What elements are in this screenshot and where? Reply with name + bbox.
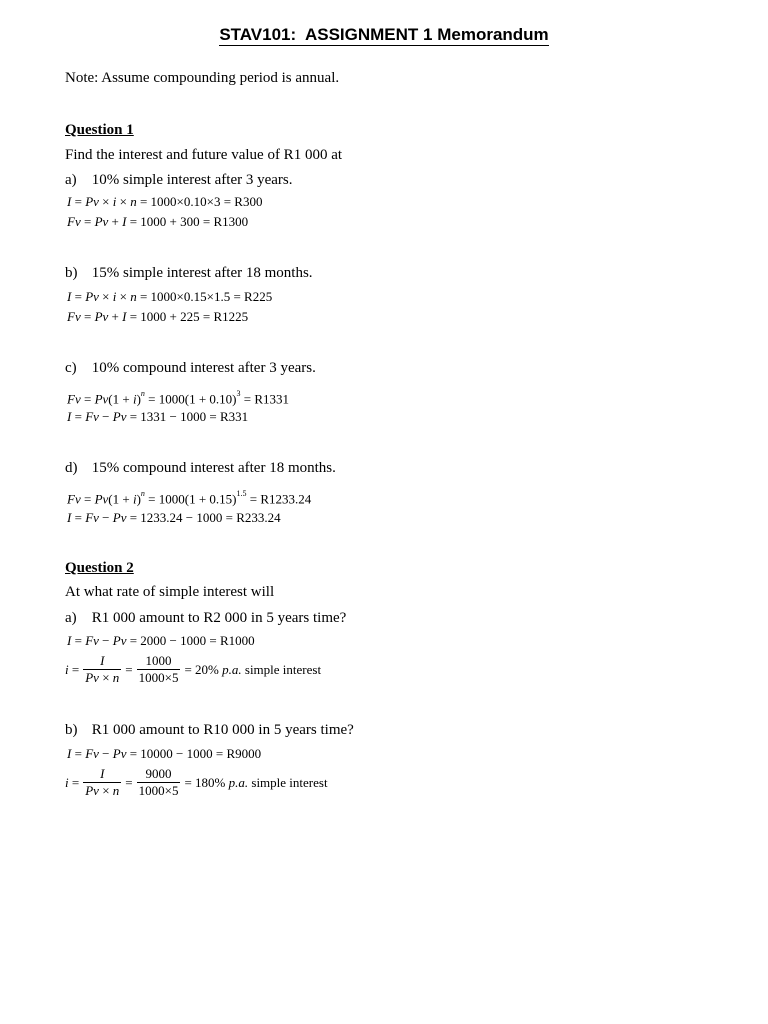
q2a-equation-1: I = Fv − Pv = 2000 − 1000 = R1000 — [67, 633, 255, 648]
q1-part-d — [65, 458, 336, 478]
fraction: $\frac{9000}{1000\times 5}$ — [138, 766, 179, 798]
part-text: R1 000 amount to R2 000 in 5 years time? — [91, 610, 347, 626]
fraction: $\frac{I}{Pv \times n}$ — [85, 766, 120, 798]
part-text: R1 000 amount to R10 000 in 5 years time? — [91, 722, 354, 738]
document-title: STAV101: ASSIGNMENT 1 Memorandum — [219, 25, 549, 44]
note-text: Note: Assume compounding period is annual. — [65, 70, 340, 86]
q1c-equation-1: $Fv = Pv(1 + i)^n = 1000(1 + 0.10)^3 = R1331$ — [67, 389, 290, 407]
part-label: c) — [65, 360, 77, 376]
q1-part-a — [65, 170, 293, 190]
q1a-equation-2: Fv = Pv + I = 1000 + 300 = R1300 — [67, 214, 249, 229]
q1-part-c — [65, 358, 316, 378]
q1b-equation-1: I = Pv × i × n = 1000×0.15×1.5 = R225 — [67, 289, 273, 304]
q1d-equation-1: $Fv = Pv(1 + i)^n = 1000(1 + 0.15)^{1.5} = R1233.24$ — [67, 489, 312, 507]
part-text: 10% compound interest after 3 years. — [91, 360, 316, 376]
part-label: d) — [65, 460, 78, 476]
part-label: b) — [65, 265, 78, 281]
part-label: a) — [65, 172, 77, 188]
question-2-prompt: At what rate of simple interest will — [65, 584, 275, 600]
part-label: a) — [65, 610, 77, 626]
part-text: 10% simple interest after 3 years. — [91, 172, 293, 188]
q2-part-b — [65, 720, 354, 740]
q1-part-b — [65, 263, 313, 283]
question-1-heading: Question 1 — [65, 122, 134, 138]
part-text: 15% compound interest after 18 months. — [91, 460, 336, 476]
q2b-equation-2: i = $\frac{I}{Pv \times n}$ = $\frac{9000}{1000\times 5}$ = 180% p.a. simple interest — [65, 766, 328, 798]
q1d-equation-2: I = Fv − Pv = 1233.24 − 1000 = R233.24 — [67, 510, 281, 525]
q1a-equation-1: I = Pv × i × n = 1000×0.10×3 = R300 — [67, 194, 263, 209]
part-text: 15% simple interest after 18 months. — [91, 265, 313, 281]
q1c-equation-2: I = Fv − Pv = 1331 − 1000 = R331 — [67, 409, 249, 424]
q1b-equation-2: Fv = Pv + I = 1000 + 225 = R1225 — [67, 309, 249, 324]
fraction: $\frac{1000}{1000\times 5}$ — [138, 653, 179, 685]
q2-part-a — [65, 608, 346, 628]
question-2-heading: Question 2 — [65, 560, 134, 576]
part-label: b) — [65, 722, 78, 738]
fraction: $\frac{I}{Pv \times n}$ — [85, 653, 120, 685]
question-1-prompt: Find the interest and future value of R1 000 at — [65, 147, 343, 163]
q2b-equation-1: I = Fv − Pv = 10000 − 1000 = R9000 — [67, 746, 262, 761]
q2a-equation-2: i = $\frac{I}{Pv \times n}$ = $\frac{1000}{1000\times 5}$ = 20% p.a. simple interest — [65, 653, 322, 685]
